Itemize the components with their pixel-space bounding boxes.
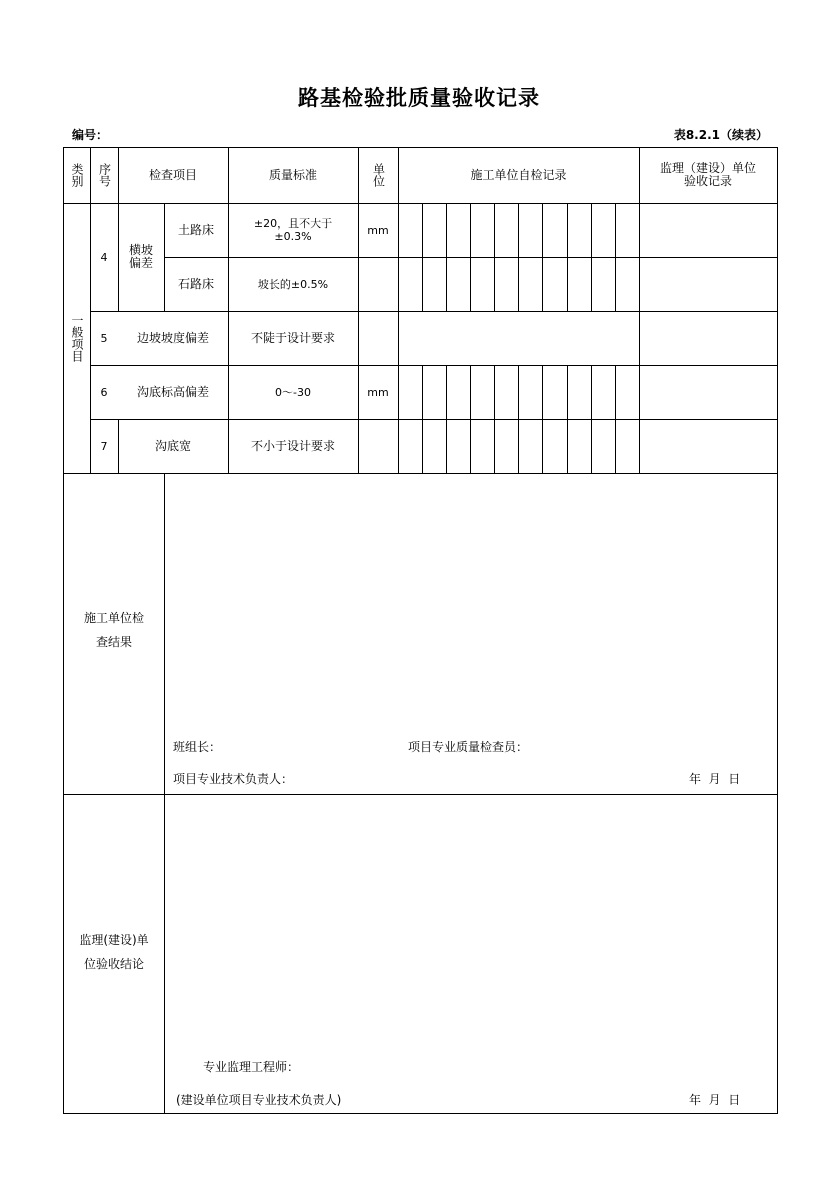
construction-result-label: 施工单位检查结果 (83, 611, 144, 649)
header-self-check: 施工单位自检记录 (470, 167, 567, 182)
supervision-conclusion-label: 监理(建设)单位验收结论 (79, 933, 149, 971)
row4a-std: ±20，且不大于±0.3% (253, 217, 333, 243)
row6-std: 0～-30 (275, 385, 311, 399)
row5-item: 边坡坡度偏差 (136, 330, 209, 345)
header-seq: 序号 (97, 163, 112, 187)
tech-leader-label: 项目专业技术负责人： (173, 772, 294, 786)
row4-seq: 4 (100, 250, 108, 264)
team-leader-label: 班组长： (173, 740, 222, 754)
table-ref: 表8.2.1（续表） (673, 128, 768, 142)
row5-std: 不陡于设计要求 (250, 330, 335, 345)
row4b-std: 坡长的±0.5% (257, 277, 329, 291)
header-standard: 质量标准 (268, 167, 317, 182)
row7-seq: 7 (100, 439, 108, 453)
row6-unit: mm (367, 385, 389, 399)
page-title: 路基检验批质量验收记录 (298, 86, 540, 110)
header-inspect-item: 检查项目 (148, 167, 197, 182)
row6-seq: 6 (100, 385, 108, 399)
header-unit: 单位 (371, 163, 386, 187)
header-supervisor: 监理（建设）单位验收记录 (659, 161, 756, 188)
builder-leader-label: (建设单位项目专业技术负责人) (176, 1093, 342, 1107)
serial-label: 编号： (72, 128, 109, 142)
row7-std: 不小于设计要求 (250, 438, 335, 453)
quality-inspector-label: 项目专业质量检查员： (408, 740, 529, 754)
supervision-date: 年 月 日 (689, 1093, 741, 1107)
row6-item: 沟底标高偏差 (136, 384, 209, 399)
supervising-engineer-label: 专业监理工程师： (203, 1060, 300, 1074)
row4b-sub: 石路床 (177, 276, 214, 291)
construction-date: 年 月 日 (689, 772, 741, 786)
row4-item: 横坡偏差 (128, 243, 153, 270)
row4a-sub: 土路床 (177, 222, 214, 237)
category-general: 一般项目 (70, 314, 84, 362)
header-category: 类别 (70, 163, 84, 187)
row4a-unit: mm (367, 223, 389, 237)
row5-seq: 5 (100, 331, 108, 345)
row7-item: 沟底宽 (154, 438, 191, 453)
